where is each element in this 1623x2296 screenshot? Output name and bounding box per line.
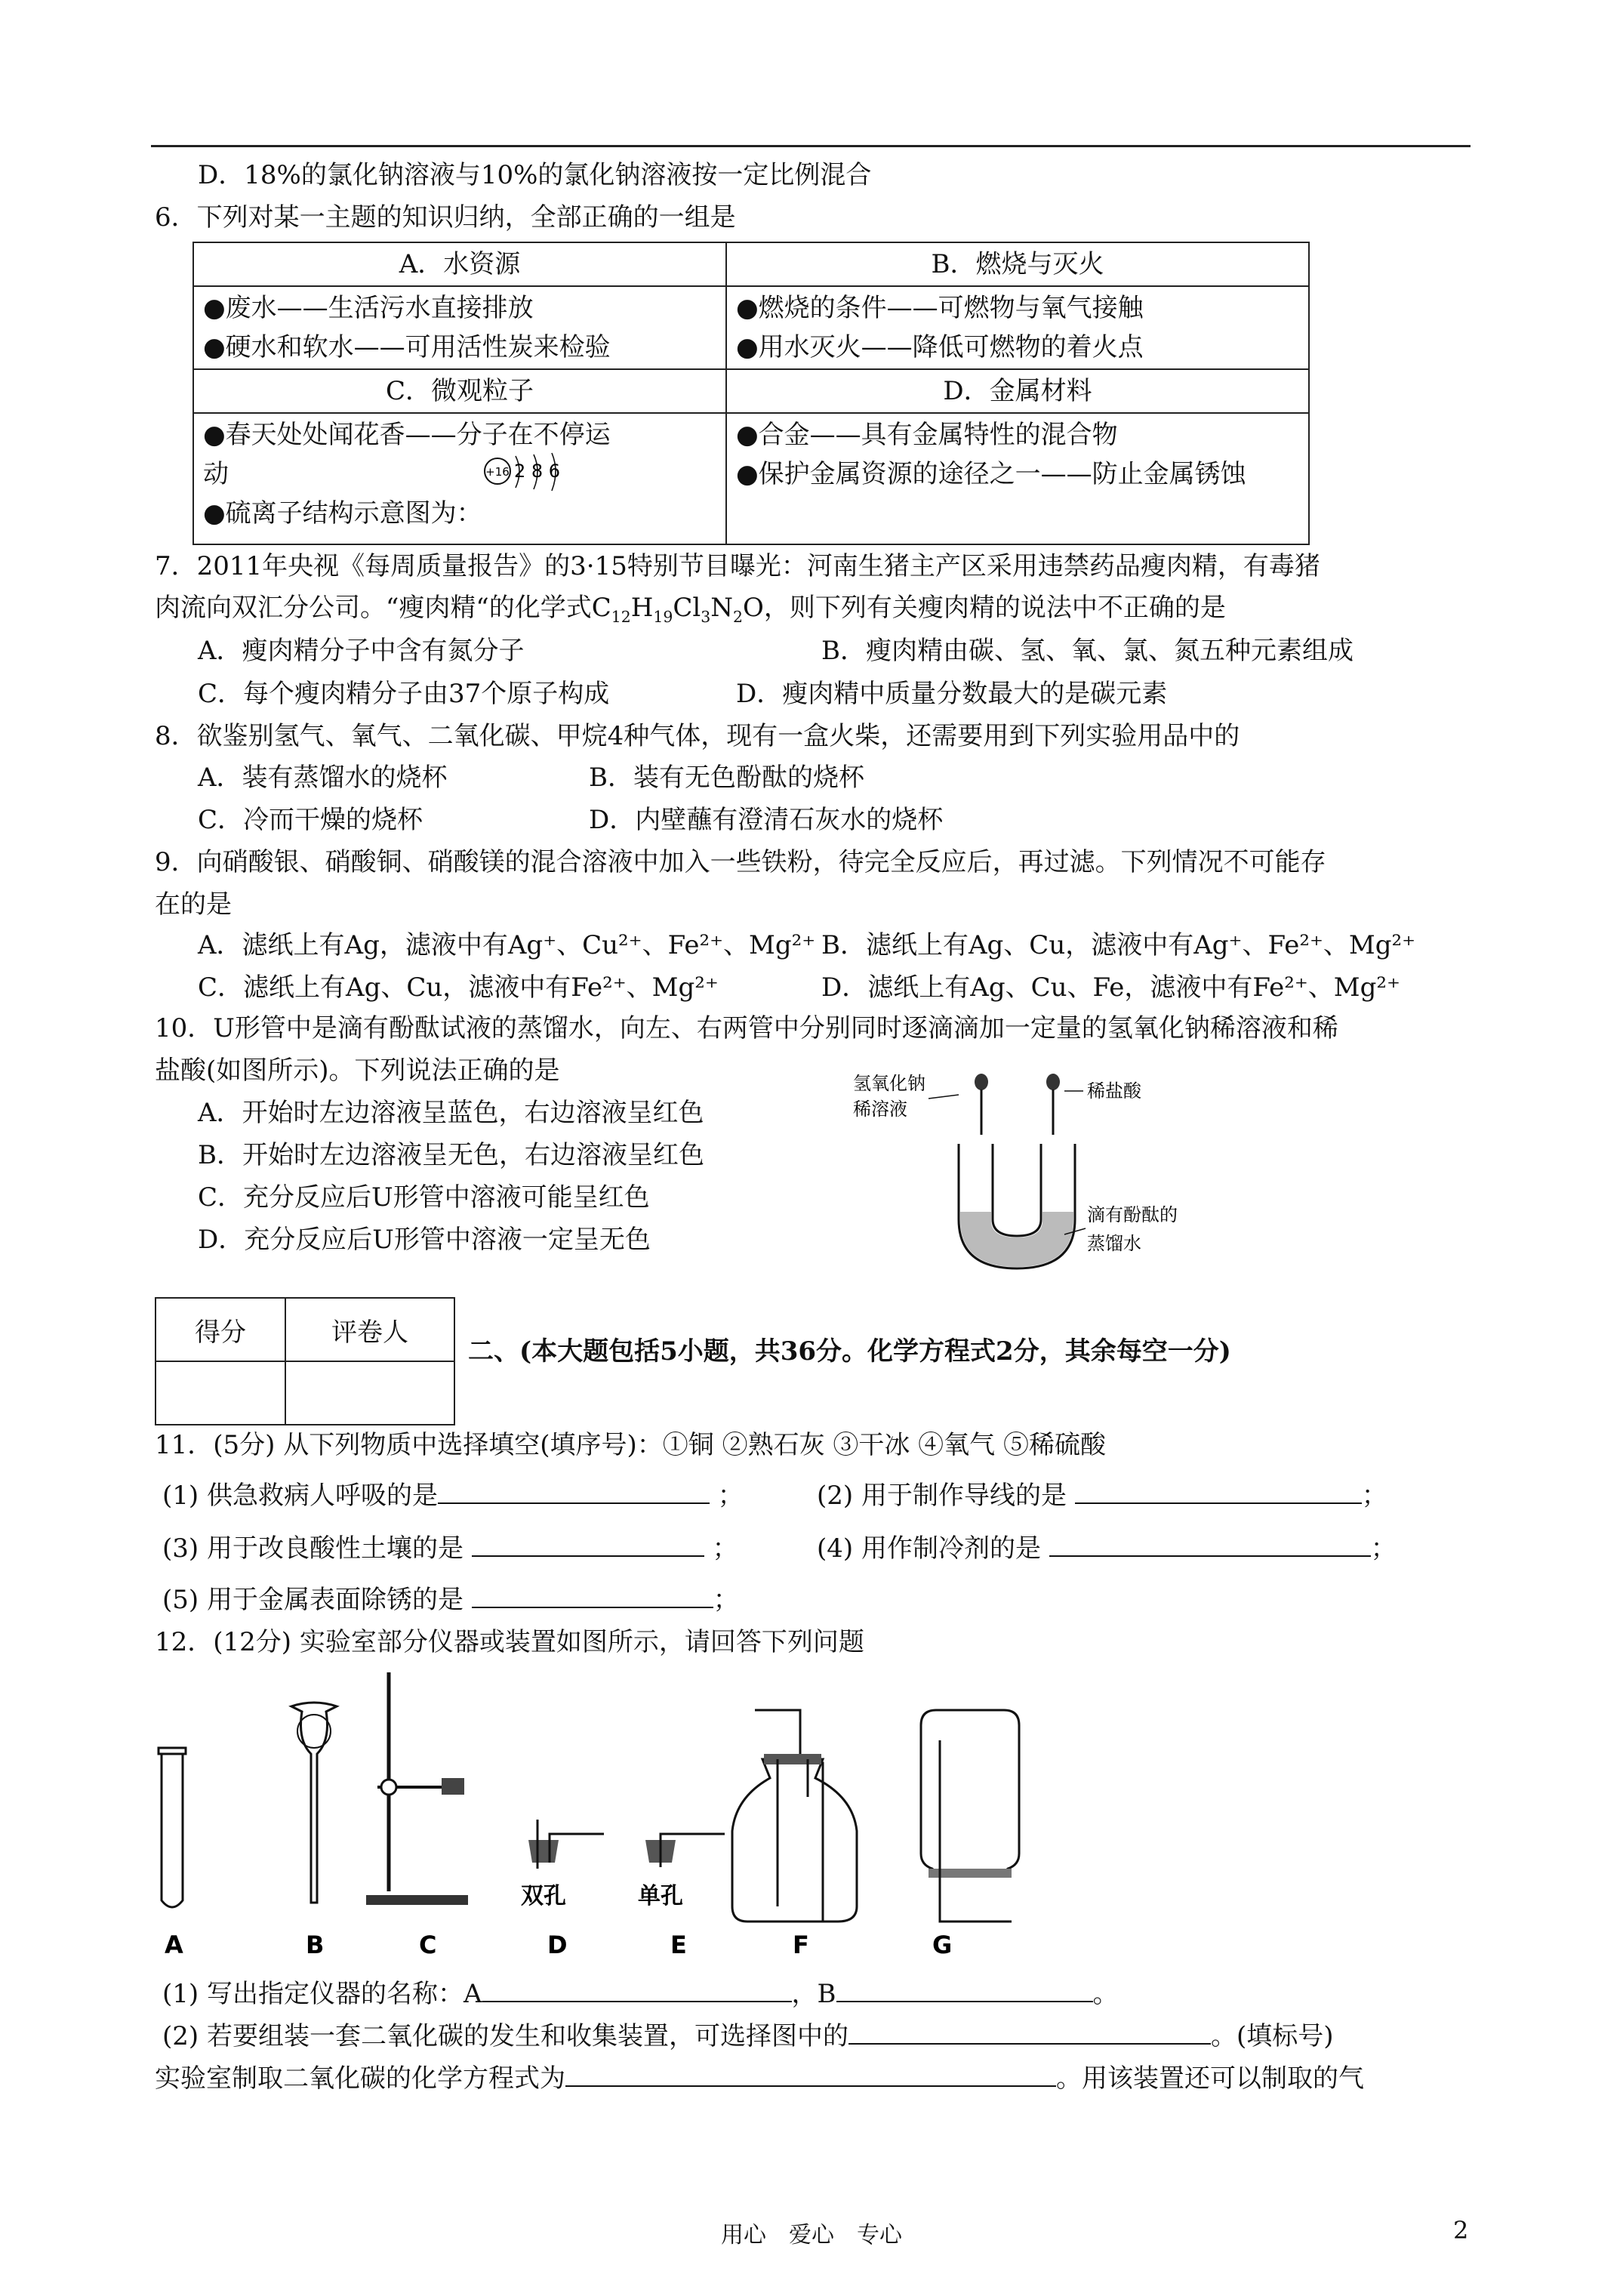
q9-option-d: D．滤纸上有Ag、Cu、Fe，滤液中有Fe²⁺、Mg²⁺ <box>821 972 1400 1003</box>
apparatus-a-test-tube <box>159 1748 186 1907</box>
q11-item-2: (2) 用于制作导线的是 ； <box>817 1481 1387 1511</box>
page-number: 2 <box>1453 2216 1469 2245</box>
q10-option-a: A．开始时左边溶液呈蓝色，右边溶液呈红色 <box>198 1098 704 1128</box>
q8-option-d: D．内壁蘸有澄清石灰水的烧杯 <box>589 805 944 835</box>
q12-part-1: (1) 写出指定仪器的名称：A ，B 。 <box>162 1979 1119 2009</box>
u-tube-diagram <box>838 1061 1261 1287</box>
page-footer: 用心 爱心 专心 <box>721 2222 902 2248</box>
q10-option-d: D．充分反应后U形管中溶液一定呈无色 <box>198 1225 651 1255</box>
q6-c-item-1b: 动 <box>203 459 229 489</box>
apparatus-e-label-text: 单孔 <box>638 1883 683 1909</box>
sulfur-ion-diagram <box>482 448 581 497</box>
q8-option-c: C．冷而干燥的烧杯 <box>198 805 423 835</box>
q7-option-c: C．每个瘦肉精分子由37个原子构成 <box>198 679 610 709</box>
utube-bottom-label-2: 蒸馏水 <box>1087 1233 1141 1254</box>
apparatus-g-collecting-bottle <box>921 1710 1019 1922</box>
q6-d-item-1: ●合金——具有金属特性的混合物 <box>736 420 1118 450</box>
q9-option-c: C．滤纸上有Ag、Cu，滤液中有Fe²⁺、Mg²⁺ <box>198 972 719 1003</box>
utube-left-label-1: 氢氧化钠 <box>853 1073 925 1094</box>
apparatus-label-a: A <box>165 1931 183 1959</box>
q5-option-d: D．18%的氯化钠溶液与10%的氯化钠溶液按一定比例混合 <box>198 160 872 190</box>
apparatus-label-b: B <box>306 1931 325 1959</box>
apparatus-b-funnel <box>291 1703 337 1903</box>
score-table <box>155 1297 455 1425</box>
q7-option-b: B．瘦肉精由碳、氢、氧、氯、氮五种元素组成 <box>821 636 1354 666</box>
apparatus-label-f: F <box>793 1931 809 1959</box>
q10-option-c: C．充分反应后U形管中溶液可能呈红色 <box>198 1182 650 1213</box>
q9-option-b: B．滤纸上有Ag、Cu，滤液中有Ag⁺、Fe²⁺、Mg²⁺ <box>821 930 1416 960</box>
q6-d-head: D．金属材料 <box>943 376 1092 406</box>
score-label: 得分 <box>195 1317 246 1348</box>
question-11: 11．(5分) 从下列物质中选择填空(填序号)：①铜 ②熟石灰 ③干冰 ④氧气 ⑤稀硫酸 <box>155 1430 1106 1460</box>
q6-b-item-2: ●用水灭火——降低可燃物的着火点 <box>736 332 1144 362</box>
q6-c-item-2: ●硫离子结构示意图为： <box>203 498 482 529</box>
q6-a-item-2: ●硬水和软水——可用活性炭来检验 <box>203 332 611 362</box>
q7-option-d: D．瘦肉精中质量分数最大的是碳元素 <box>736 679 1168 709</box>
q6-b-head: B．燃烧与灭火 <box>931 249 1104 279</box>
q6-d-item-2: ●保护金属资源的途径之一——防止金属锈蚀 <box>736 459 1246 489</box>
q7-option-a: A．瘦肉精分子中含有氮分子 <box>198 636 525 666</box>
question-8: 8．欲鉴别氢气、氧气、二氧化碳、甲烷4种气体，现有一盒火柴，还需要用到下列实验用品中的 <box>155 721 1240 751</box>
header-rule <box>151 145 1471 147</box>
apparatus-e-single-hole-stopper <box>638 1834 725 1909</box>
apparatus-d-label-text: 双孔 <box>521 1883 566 1909</box>
apparatus-label-d: D <box>547 1931 568 1959</box>
utube-bottom-label-1: 滴有酚酞的 <box>1087 1204 1178 1225</box>
section-2-heading: 二、(本大题包括5小题，共36分。化学方程式2分，其余每空一分) <box>468 1336 1231 1367</box>
question-6: 6．下列对某一主题的知识归纳，全部正确的一组是 <box>155 202 736 233</box>
apparatus-label-c: C <box>419 1931 437 1959</box>
q12-part-3: 实验室制取二氧化碳的化学方程式为 。用该装置还可以制取的气 <box>155 2063 1364 2094</box>
q9-option-a: A．滤纸上有Ag，滤液中有Ag⁺、Cu²⁺、Fe²⁺、Mg²⁺ <box>198 930 816 960</box>
q11-item-3: (3) 用于改良酸性土壤的是 ； <box>162 1533 738 1564</box>
apparatus-d-double-hole-stopper <box>521 1820 604 1909</box>
question-10-line-1: 10．U形管中是滴有酚酞试液的蒸馏水，向左、右两管中分别同时逐滴滴加一定量的氢氧化钠稀溶液和稀 <box>155 1013 1338 1043</box>
question-7-line-1: 7．2011年央视《每周质量报告》的3·15特别节目曝光：河南生猪主产区采用违禁药品瘦肉精，有毒猪 <box>155 551 1320 581</box>
q12-part-2: (2) 若要组装一套二氧化碳的发生和收集装置，可选择图中的 。(填标号) <box>162 2021 1334 2051</box>
q10-option-b: B．开始时左边溶液呈无色，右边溶液呈红色 <box>198 1140 704 1170</box>
q6-c-head: C．微观粒子 <box>385 376 534 406</box>
q7-text-post: ，则下列有关瘦肉精的说法中不正确的是 <box>763 593 1226 623</box>
apparatus-label-g: G <box>932 1931 953 1959</box>
question-10-line-2: 盐酸(如图所示)。下列说法正确的是 <box>155 1056 560 1086</box>
q6-b-item-1: ●燃烧的条件——可燃物与氧气接触 <box>736 293 1144 323</box>
apparatus-label-e: E <box>670 1931 687 1959</box>
q7-formula: $C_{12}H_{19}Cl_3N_2O$ <box>591 593 764 626</box>
q8-option-b: B．装有无色酚酞的烧杯 <box>589 763 864 793</box>
q11-item-5: (5) 用于金属表面除锈的是 ； <box>162 1585 739 1615</box>
q6-c-item-1: ●春天处处闻花香——分子在不停运 <box>203 420 611 450</box>
sulfur-ion-nucleus: +16 <box>485 465 510 479</box>
q6-a-item-1: ●废水——生活污水直接排放 <box>203 293 534 323</box>
q6-knowledge-table <box>192 242 1310 545</box>
question-12: 12．(12分) 实验室部分仪器或装置如图所示，请回答下列问题 <box>155 1627 864 1657</box>
q6-a-head: A．水资源 <box>399 249 521 279</box>
apparatus-c-iron-stand <box>366 1672 468 1905</box>
reviewer-label: 评卷人 <box>331 1317 408 1348</box>
question-9-line-1: 9．向硝酸银、硝酸铜、硝酸镁的混合溶液中加入一些铁粉，待完全反应后，再过滤。下列情况不可能存 <box>155 847 1326 877</box>
q8-option-a: A．装有蒸馏水的烧杯 <box>198 763 448 793</box>
q11-item-4: (4) 用作制冷剂的是 ； <box>817 1533 1397 1564</box>
sulfur-ion-shells: 2 8 6 <box>514 461 561 482</box>
q11-item-1: (1) 供急救病人呼吸的是 ； <box>162 1481 744 1511</box>
apparatus-f-bottle <box>732 1710 857 1922</box>
utube-right-label: 稀盐酸 <box>1087 1080 1141 1102</box>
apparatus-diagram <box>151 1665 1057 1959</box>
q7-text-pre: 肉流向双汇分公司。“瘦肉精“的化学式 <box>155 593 592 623</box>
question-9-line-2: 在的是 <box>155 889 232 920</box>
question-7-line-2 <box>155 593 1226 632</box>
utube-left-label-2: 稀溶液 <box>853 1099 907 1120</box>
